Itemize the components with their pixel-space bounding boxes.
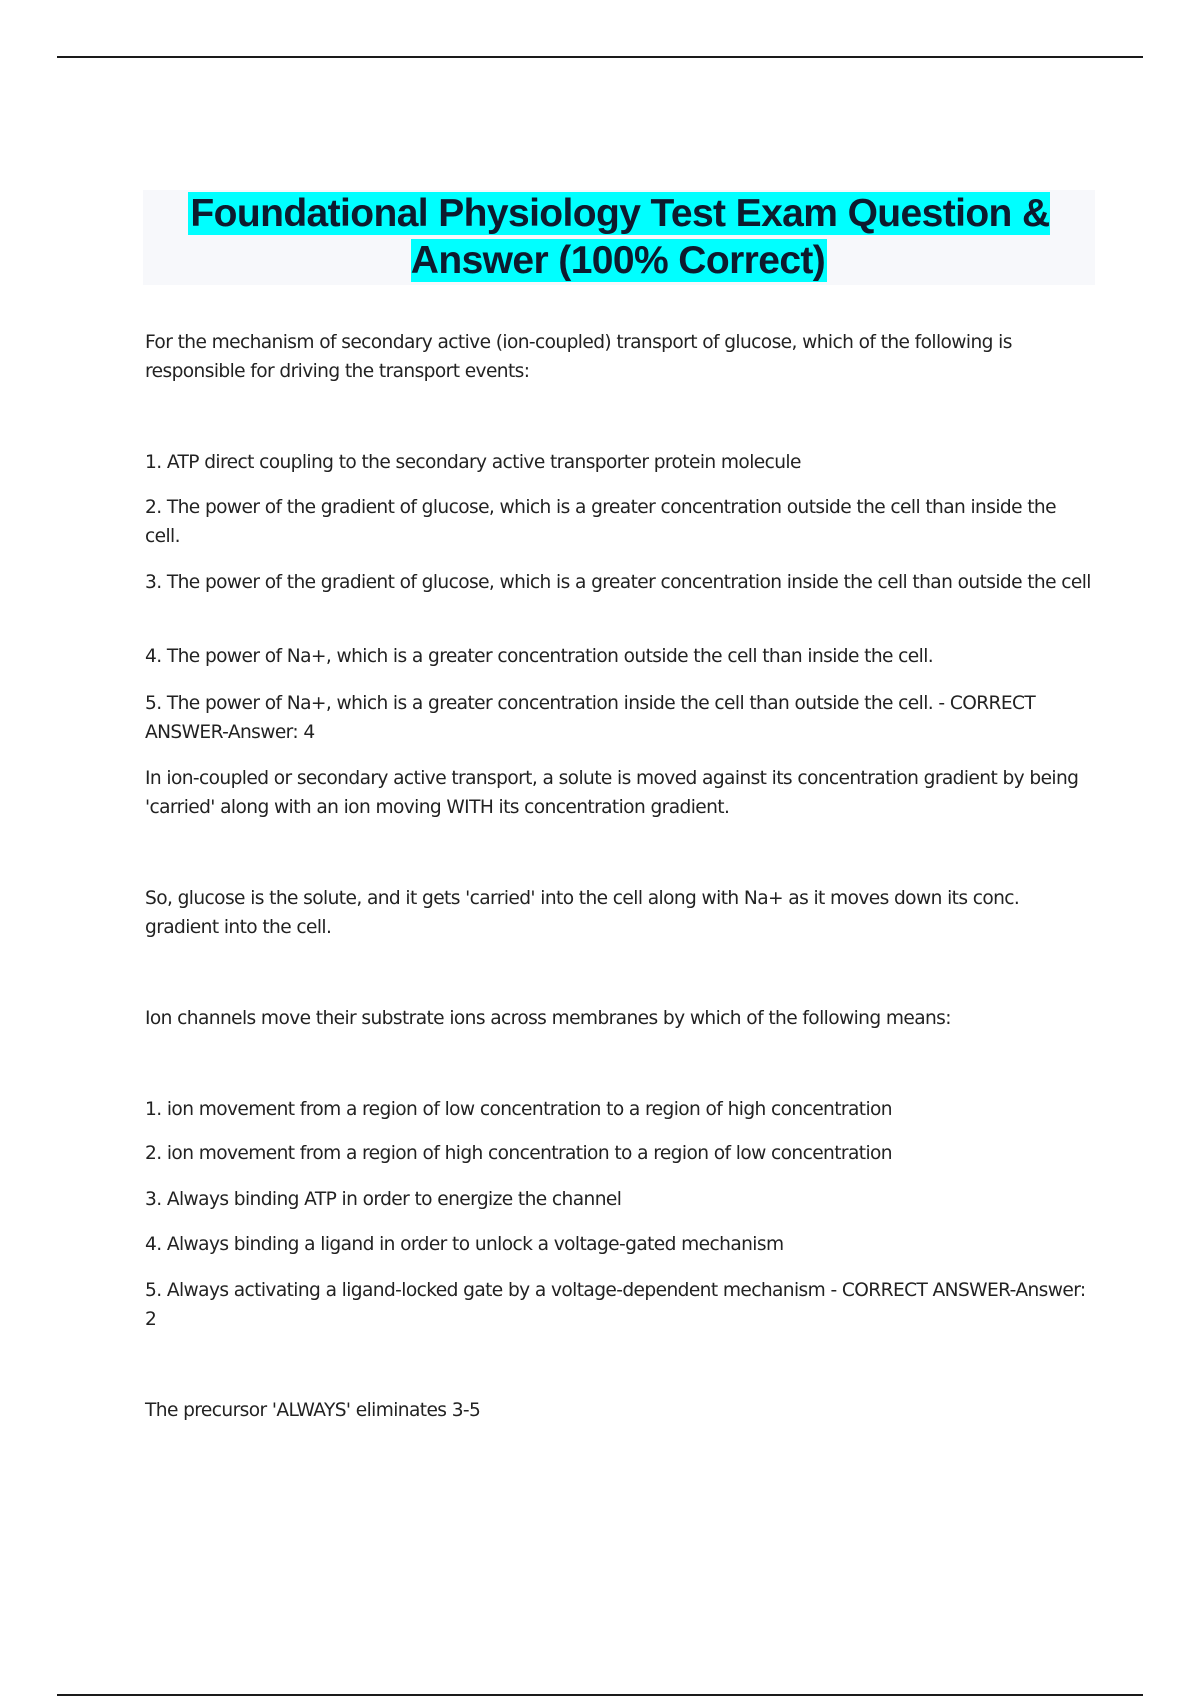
q1-explanation-1: In ion-coupled or secondary active transport, a solute is moved against its concentration gradient by being 'carried' along with an ion moving WITH its concentration gradient.	[145, 768, 1079, 818]
q1-option-1: 1. ATP direct coupling to the secondary active transporter protein molecule	[145, 452, 801, 473]
q2-question: Ion channels move their substrate ions across membranes by which of the following means:	[145, 1008, 951, 1029]
q2-option-1: 1. ion movement from a region of low concentration to a region of high concentration	[145, 1099, 892, 1120]
q2-option-2: 2. ion movement from a region of high concentration to a region of low concentration	[145, 1143, 892, 1164]
bottom-rule	[57, 1694, 1143, 1696]
q2-explanation-1: The precursor 'ALWAYS' eliminates 3-5	[145, 1400, 481, 1421]
q1-explanation-2: So, glucose is the solute, and it gets 'carried' into the cell along with Na+ as it moves down its conc. gradient into the cell.	[145, 888, 1020, 938]
q2-option-5-answer: 5. Always activating a ligand-locked gate by a voltage-dependent mechanism - CORRECT ANSWER-Answer: 2	[145, 1280, 1086, 1330]
q1-option-4: 4. The power of Na+, which is a greater concentration outside the cell than inside the cell.	[145, 646, 934, 667]
document-title: Foundational Physiology Test Exam Question & Answer (100% Correct)	[190, 192, 1050, 282]
title-box	[143, 190, 1095, 285]
q2-option-3: 3. Always binding ATP in order to energize the channel	[145, 1189, 622, 1210]
q1-option-3: 3. The power of the gradient of glucose, which is a greater concentration inside the cell than outside the cell	[145, 572, 1091, 593]
q1-option-2: 2. The power of the gradient of glucose, which is a greater concentration outside the cell than inside the cell.	[145, 497, 1056, 547]
q1-option-5-answer: 5. The power of Na+, which is a greater concentration inside the cell than outside the cell. - CORRECT ANSWER-Answer: 4	[145, 693, 1036, 743]
q2-option-4: 4. Always binding a ligand in order to unlock a voltage-gated mechanism	[145, 1234, 784, 1255]
q1-question: For the mechanism of secondary active (ion-coupled) transport of glucose, which of the following is responsible for driving the transport events:	[145, 332, 1012, 382]
top-rule	[57, 56, 1143, 58]
